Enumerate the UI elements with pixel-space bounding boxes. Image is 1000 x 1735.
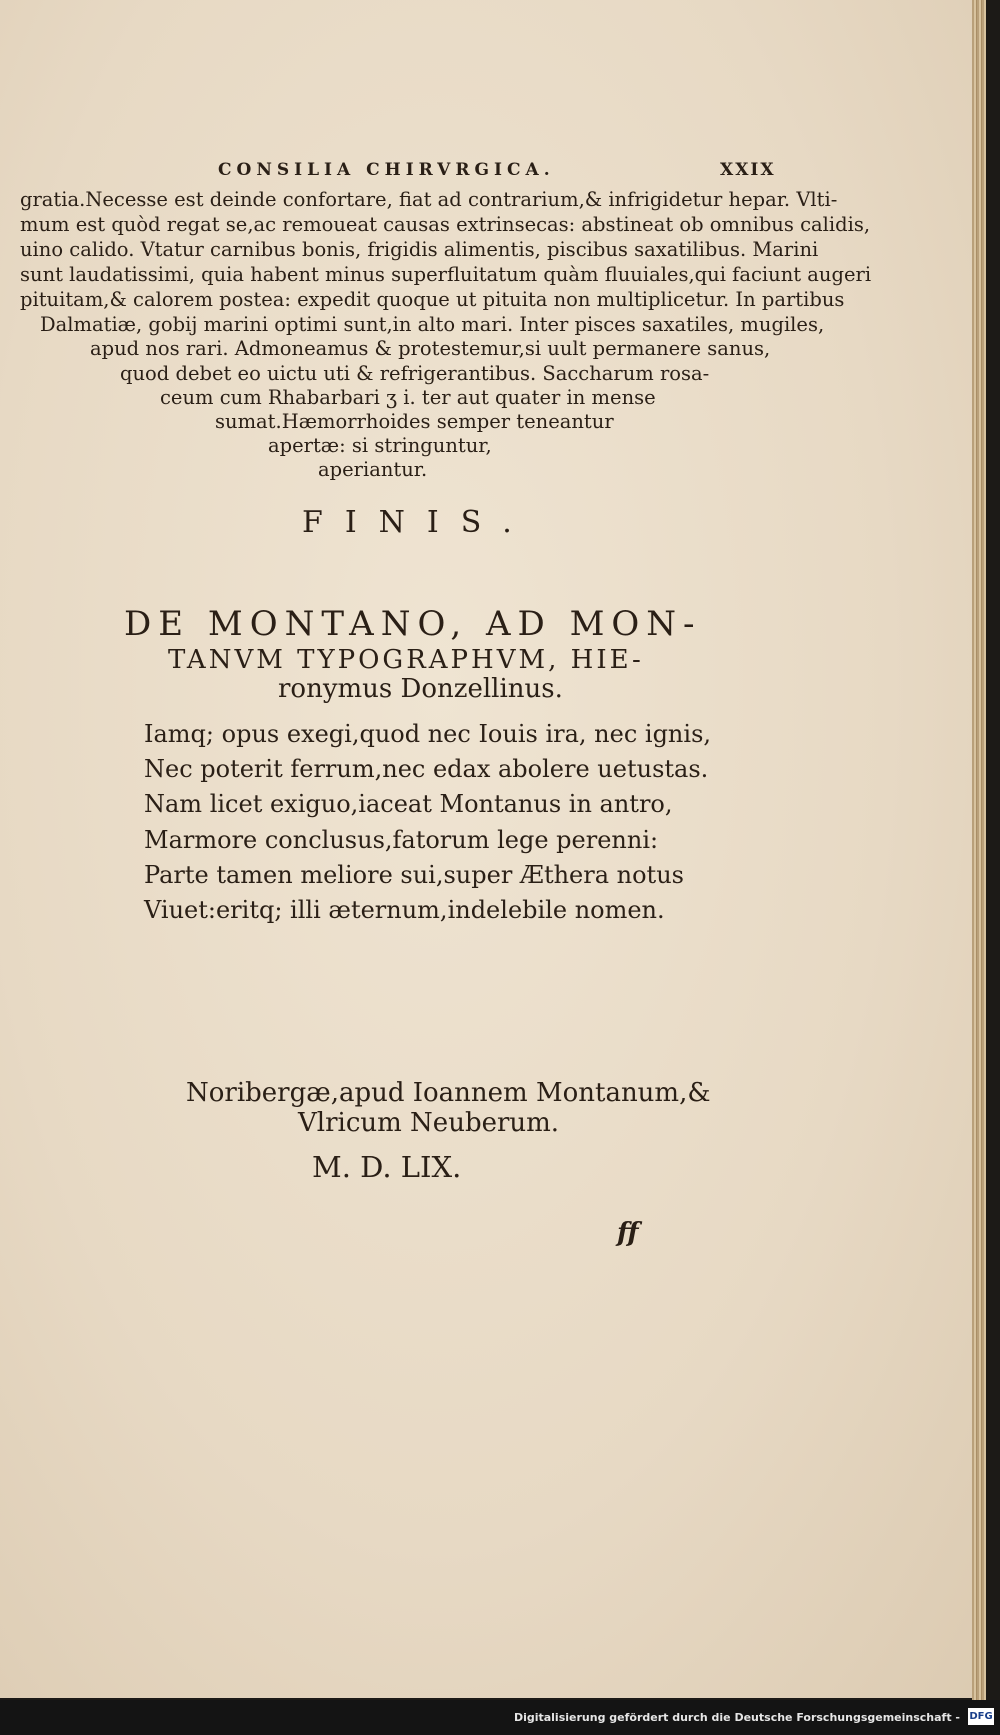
colophon-date: M. D. LIX. (312, 1150, 462, 1184)
body-line: uino calido. Vtatur carnibus bonis, frigidis alimentis, piscibus saxatilibus. Marini (20, 238, 819, 261)
verse-line: Nec poterit ferrum,nec edax abolere uetustas. (144, 755, 709, 783)
book-page-edge (972, 0, 986, 1700)
colophon-line-1: Noribergæ,apud Ioannem Montanum,& (186, 1078, 711, 1108)
body-line: apertæ: si stringuntur, (268, 434, 492, 457)
body-line: sunt laudatissimi, quia habent minus superfluitatum quàm fluuiales,qui faciunt augeri (20, 263, 872, 286)
epitaph-title-line-1: DE MONTANO, AD MON- (124, 604, 702, 644)
body-line: aperiantur. (318, 458, 428, 481)
body-line: mum est quòd regat se,ac remoueat causas extrinsecas: abstineat ob omnibus calidis, (20, 213, 871, 236)
dfg-logo: DFG (968, 1708, 994, 1725)
body-line: sumat.Hæmorrhoides semper teneantur (215, 410, 614, 433)
finis-heading: FINIS. (302, 505, 534, 540)
body-line: quod debet eo uictu uti & refrigerantibus. Saccharum rosa- (120, 362, 710, 385)
signature-mark: ff (617, 1218, 639, 1248)
epitaph-title-line-3: ronymus Donzellinus. (278, 674, 563, 704)
body-line: pituitam,& calorem postea: expedit quoque ut pituita non multiplicetur. In partibus (20, 288, 845, 311)
digitization-credit: Digitalisierung gefördert durch die Deutsche Forschungsgemeinschaft - (513, 1711, 960, 1724)
folio-number: XXIX (720, 160, 776, 180)
epitaph-title-line-2: TANVM TYPOGRAPHVM, HIE- (168, 645, 644, 675)
verse-line: Parte tamen meliore sui,super Æthera notus (144, 861, 684, 889)
verse-line: Iamq; opus exegi,quod nec Iouis ira, nec ignis, (144, 720, 712, 748)
verse-line: Marmore conclusus,fatorum lege perenni: (144, 826, 659, 854)
body-line: apud nos rari. Admoneamus & protestemur,si uult permanere sanus, (90, 337, 771, 360)
body-line: gratia.Necesse est deinde confortare, fiat ad contrarium,& infrigidetur hepar. Vlti- (20, 188, 838, 211)
body-line: Dalmatiæ, gobij marini optimi sunt,in alto mari. Inter pisces saxatiles, mugiles, (40, 313, 825, 336)
running-title: CONSILIA CHIRVRGICA. (218, 160, 555, 180)
colophon-line-2: Vlricum Neuberum. (298, 1108, 560, 1138)
verse-line: Viuet:eritq; illi æternum,indelebile nomen. (144, 896, 665, 924)
verse-line: Nam licet exiguo,iaceat Montanus in antro, (144, 790, 673, 818)
body-line: ceum cum Rhabarbari ʒ i. ter aut quater in mense (160, 386, 656, 409)
